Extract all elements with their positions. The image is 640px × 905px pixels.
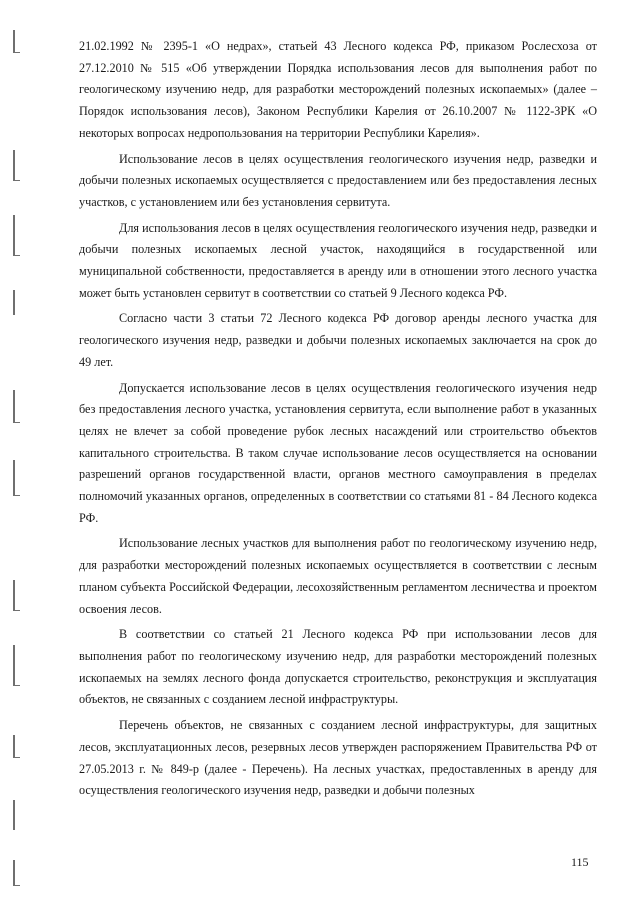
paragraph: Согласно части 3 статьи 72 Лесного кодекса РФ договор аренды лесного участка для геологического изучения недр, разведки и добычи полезных ископаемых заключается на срок до 49 лет. — [79, 311, 597, 369]
binding-mark — [13, 735, 15, 757]
binding-tick — [13, 52, 20, 53]
binding-mark — [13, 215, 15, 255]
paragraph: 21.02.1992 № 2395-1 «О недрах», статьей 43 Лесного кодекса РФ, приказом Рослесхоза от 27.12.2010 № 515 «Об утверждении Порядка использования лесов для выполнения работ по геологическому изучению недр, для разработки месторождений полезных ископаемых» (далее – Порядок использования лесов), Законом Республики Карелия от 26.10.2007 № 1122-ЗРК «О некоторых вопросах недропользования на территории Республики Карелия». — [79, 39, 597, 140]
binding-tick — [13, 685, 20, 686]
binding-mark — [13, 390, 15, 422]
document-page — [79, 36, 597, 802]
binding-mark — [13, 860, 15, 885]
paragraph: Для использования лесов в целях осуществления геологического изучения недр, разведки и добычи полезных ископаемых лесной участок, находящийся в государственной или муниципальной собственности, предоставляется в аренду или в отношении этого лесного участка может быть установлен сервитут в соответствии со статьей 9 Лесного кодекса РФ. — [79, 220, 597, 300]
binding-mark — [13, 800, 15, 830]
binding-tick — [13, 180, 20, 181]
paragraph: В соответствии со статьей 21 Лесного кодекса РФ при использовании лесов для выполнения работ по геологическому изучению недр, для разработки месторождений полезных ископаемых на землях лесного фонда допускается строительство, реконструкция и эксплуатация объектов, не связанных с созданием лесной инфраструктуры. — [79, 627, 597, 707]
binding-tick — [13, 255, 20, 256]
binding-tick — [13, 422, 20, 423]
page-number: 115 — [571, 855, 589, 869]
binding-mark — [13, 290, 15, 315]
binding-tick — [13, 757, 20, 758]
binding-mark — [13, 460, 15, 495]
binding-tick — [13, 885, 20, 886]
binding-mark — [13, 150, 15, 180]
binding-mark — [13, 30, 15, 52]
paragraph: Использование лесных участков для выполнения работ по геологическому изучению недр, для разработки месторождений полезных ископаемых осуществляется в соответствии с лесным планом субъекта Российской Федерации, лесохозяйственным регламентом лесничества и проектом освоения лесов. — [79, 536, 597, 616]
binding-tick — [13, 610, 20, 611]
binding-tick — [13, 495, 20, 496]
binding-mark — [13, 645, 15, 685]
paragraph: Перечень объектов, не связанных с созданием лесной инфраструктуры, для защитных лесов, эксплуатационных лесов, резервных лесов утвержден распоряжением Правительства РФ от 27.05.2013 г. № 849-р (далее - Перечень). На лесных участках, предоставленных в аренду для осуществления геологического изучения недр, разведки и добычи полезных — [79, 718, 597, 798]
paragraph: Использование лесов в целях осуществления геологического изучения недр, разведки и добычи полезных ископаемых осуществляется с предоставлением или без предоставления лесных участков, с установлением или без установления сервитута. — [79, 151, 597, 209]
paragraph: Допускается использование лесов в целях осуществления геологического изучения недр без предоставления лесного участка, установления сервитута, если выполнение работ в указанных целях не влечет за собой проведение рубок лесных насаждений или строительство объектов капитального строительства. В таком случае использование лесов осуществляется на основании разрешений органов государственной власти, органов местного самоуправления в пределах полномочий указанных органов, определенных в соответствии со статьями 81 - 84 Лесного кодекса РФ. — [79, 380, 597, 525]
binding-mark — [13, 580, 15, 610]
